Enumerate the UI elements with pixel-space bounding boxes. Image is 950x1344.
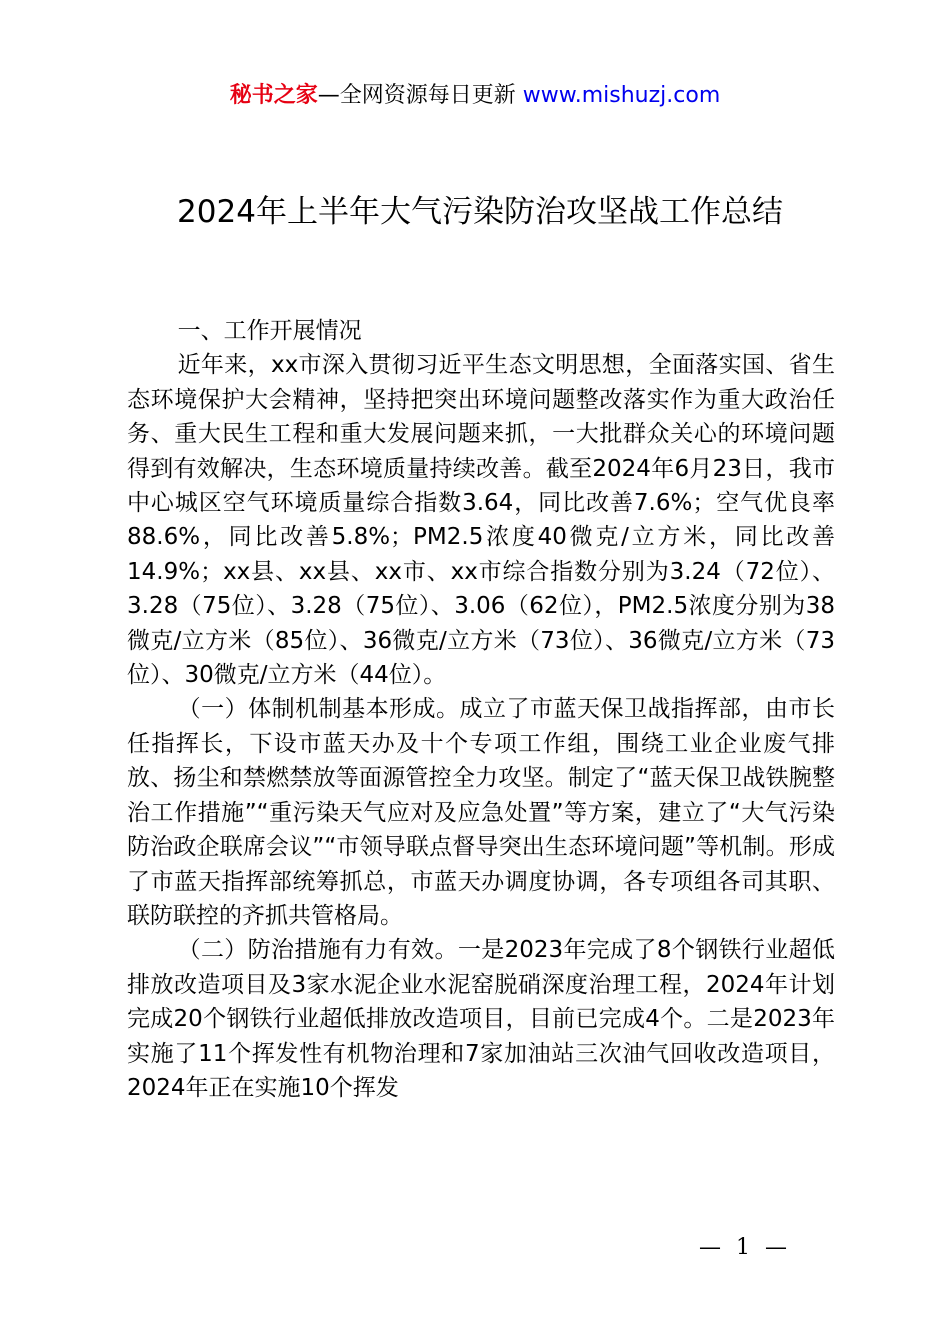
site-header (0, 80, 950, 112)
paragraph-measures: （二）防治措施有力有效。一是2023年完成了8个钢铁行业超低排放改造项目及3家水泥企业水泥窑脱硝深度治理工程，2024年计划完成20个钢铁行业超低排放改造项目，目前已完成4个。二是2023年实施了11个挥发性有机物治理和7家加油站三次油气回收改造项目，2024年正在实施10个挥发 (127, 937, 835, 1101)
paragraph-intro: 近年来，xx市深入贯彻习近平生态文明思想，全面落实国、省生态环境保护大会精神，坚持把突出环境问题整改落实作为重大政治任务、重大民生工程和重大发展问题来抓，一大批群众关心的环境问题得到有效解决，生态环境质量持续改善。截至2024年6月23日，我市中心城区空气环境质量综合指数3.64，同比改善7.6%；空气优良率88.6%，同比改善5.8%；PM2.5浓度40微克/立方米，同比改善14.9%；xx县、xx县、xx市、xx市综合指数分别为3.24（72位）、3.28（75位）、3.28（75位）、3.06（62位），PM2.5浓度分别为38微克/立方米（85位）、36微克/立方米（73位）、36微克/立方米（73位）、30微克/立方米（44位）。 (127, 352, 835, 689)
document-title: 2024年上半年大气污染防治攻坚战工作总结 (177, 194, 783, 230)
site-tagline: —全网资源每日更新 (317, 83, 516, 108)
site-brand: 秘书之家 (229, 83, 318, 108)
page-number: — 1 — (699, 1235, 791, 1260)
section-heading: 一、工作开展情况 (177, 318, 362, 344)
paragraph-mechanism: （一）体制机制基本形成。成立了市蓝天保卫战指挥部，由市长任指挥长，下设市蓝天办及十个专项工作组，围绕工业企业废气排放、扬尘和禁燃禁放等面源管控全力攻坚。制定了“蓝天保卫战铁腕整治工作措施”“重污染天气应对及应急处置”等方案，建立了“大气污染防治政企联席会议”“市领导联点督导突出生态环境问题”等机制。形成了市蓝天指挥部统筹抓总，市蓝天办调度协调，各专项组各司其职、联防联控的齐抓共管格局。 (127, 696, 835, 929)
site-url-link[interactable]: www.mishuzj.com (522, 83, 721, 108)
document-body (127, 314, 835, 1105)
